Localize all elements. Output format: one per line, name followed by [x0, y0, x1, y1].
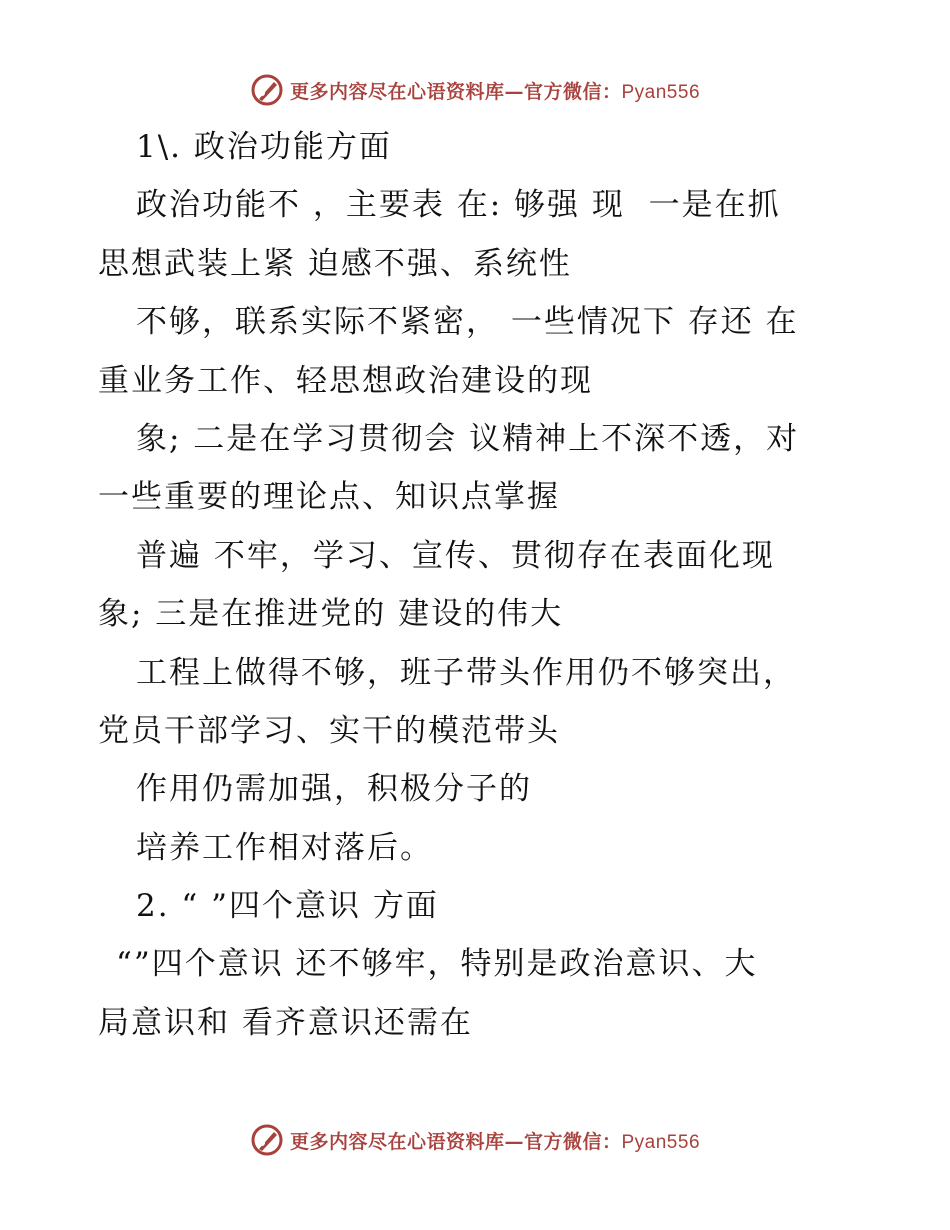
paragraph-line: 思想武装上紧 迫感不强、系统性: [98, 245, 572, 282]
footer-wechat-id: Pyan556: [621, 1131, 701, 1153]
header-wechat-id: Pyan556: [621, 81, 701, 103]
header-watermark-text: [290, 77, 700, 104]
footer-watermark-text: [290, 1127, 700, 1154]
paragraph-line: 象; 二是在学习贯彻会 议精神上不深不透，对: [136, 420, 800, 457]
section-heading-political-function: 1\. 政治功能方面: [136, 129, 392, 165]
footer-watermark-label: 更多内容尽在心语资料库—官方微信：: [289, 1130, 622, 1153]
paragraph-line: 党员干部学习、实干的模范带头: [98, 712, 560, 749]
paragraph-line: “”四个意识 还不够牢，特别是政治意识、大: [116, 946, 758, 983]
paragraph-line: 作用仍需加强，积极分子的: [136, 771, 532, 808]
paragraph-line: 政治功能不 ，主要表 在: 够强 现 一是在抓: [136, 187, 781, 224]
paragraph-line: 重业务工作、轻思想政治建设的现: [98, 362, 593, 399]
header-watermark-banner: [0, 70, 950, 110]
paragraph-line: 工程上做得不够，班子带头作用仍不够突出，: [136, 654, 796, 691]
paragraph-line: 局意识和 看齐意识还需在: [98, 1004, 473, 1041]
quill-pen-logo-icon: [250, 1123, 284, 1157]
paragraph-line: 普遍 不牢，学习、宣传、贯彻存在表面化现: [136, 537, 775, 574]
paragraph-line: 一些重要的理论点、知识点掌握: [98, 479, 560, 516]
document-body: [98, 118, 838, 1052]
paragraph-line: 培养工作相对落后。: [136, 829, 433, 866]
footer-watermark-banner: [0, 1120, 950, 1160]
paragraph-line: 象; 三是在推进党的 建设的伟大: [98, 596, 564, 633]
paragraph-line: 不够，联系实际不紧密， 一些情况下 存还 在: [136, 304, 799, 341]
section-heading-four-consciousness: 2. “ ”四个意识 方面: [136, 888, 439, 925]
quill-pen-logo-icon: [250, 73, 284, 107]
header-watermark-label: 更多内容尽在心语资料库—官方微信：: [289, 80, 622, 103]
